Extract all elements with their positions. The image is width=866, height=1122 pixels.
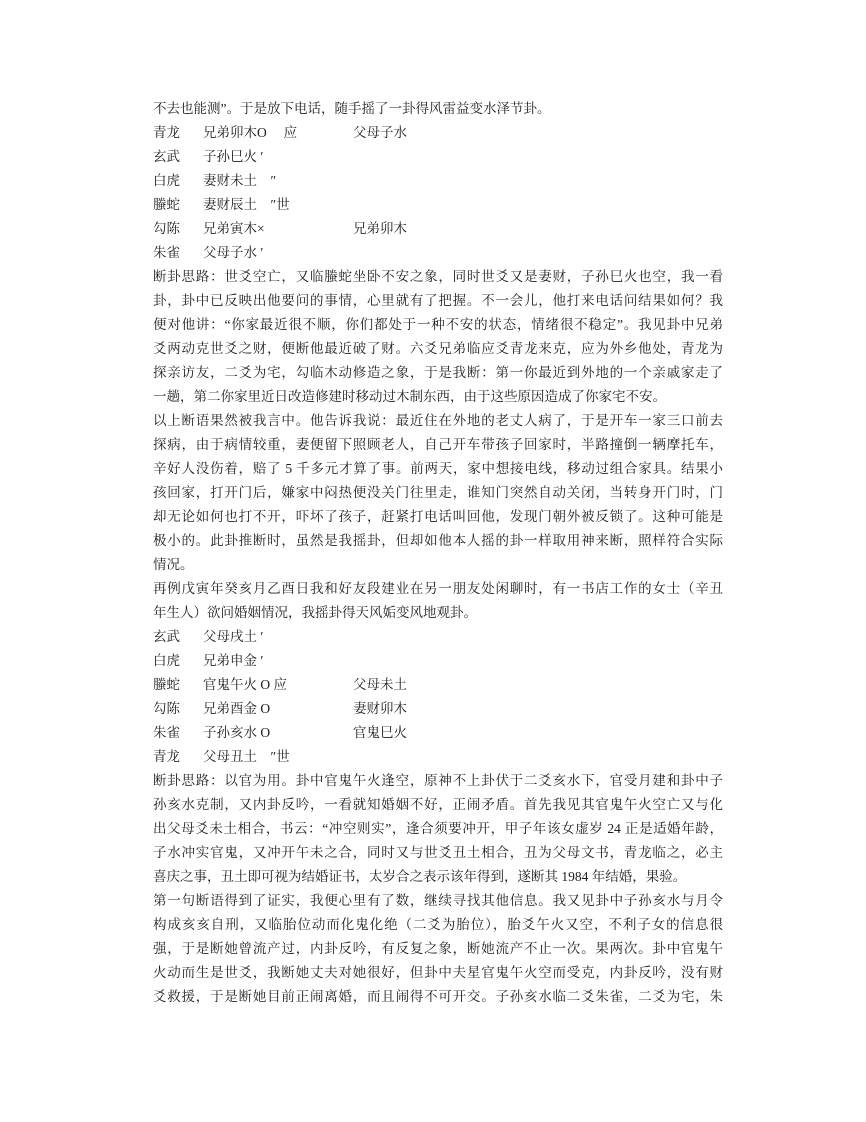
hexagram1-row-6 (153, 121, 723, 145)
paragraph4-line: 火动而生是世爻，我断她丈夫对她很好，但卦中夫星官鬼午火空而受克，内卦反吟，没有财 (153, 965, 723, 980)
hexagram-line-text: 官鬼午火 O 应 (203, 677, 287, 692)
hexagram-line-text: 子孙亥水 O (203, 725, 271, 740)
hexagram2-row-1 (153, 745, 723, 769)
six-god-label: 勾陈 (153, 221, 180, 236)
six-god-label: 勾陈 (153, 701, 180, 716)
hexagram-line-text: 兄弟申金 ′ (203, 653, 264, 668)
paragraph4-line: 爻救援，于是断她目前正闹离婚，而且闹得不可开交。子孙亥水临二爻朱雀，二爻为宅，朱 (153, 989, 723, 1004)
six-god-label: 青龙 (153, 749, 180, 764)
paragraph1-line: 一趟，第二你家里近日改造修建时移动过木制东西，由于这些原因造成了你家宅不安。 (153, 389, 666, 404)
paragraph1-line: 卦，卦中已反映出他要问的事情，心里就有了把握。不一会儿，他打来电话问结果如何？我 (153, 293, 723, 308)
hexagram-line-text: 父母戌土 ′ (203, 629, 264, 644)
six-god-label: 玄武 (153, 149, 180, 164)
hexagram1-row-3 (153, 193, 723, 217)
paragraph4-line: 强，于是断她曾流产过，内卦反吟，有反复之象，断她流产不止一次。果两次。卦中官鬼午 (153, 941, 723, 956)
hexagram-line-text: 父母丑土 ″世 (203, 749, 290, 764)
hexagram1-row-1 (153, 241, 723, 265)
hexagram-line-text: 父母子水 ′ (203, 245, 264, 260)
paragraph1-line: 便对他讲：“你家最近很不顺，你们都处于一种不安的状态，情绪很不稳定”。我见卦中兄弟 (153, 317, 723, 332)
transformed-line-text: 父母子水 (353, 125, 407, 140)
hexagram2-row-6 (153, 625, 723, 649)
paragraph4-line: 子水冲实官鬼，又冲开午未之合，同时又与世爻丑土相合，丑为父母文书，青龙临之，必主 (153, 845, 723, 860)
paragraph2-line: 情况。 (153, 557, 194, 572)
paragraph2-line: 辛好人没伤着，赔了 5 千多元才算了事。前两天，家中想接电线，移动过组合家具。结果小 (153, 461, 723, 476)
hexagram1-row-5 (153, 145, 723, 169)
paragraph4-line: 出父母爻未土相合，书云：“冲空则实”，逢合须要冲开，甲子年该女虚岁 24 正是适婚年龄， (153, 821, 723, 836)
six-god-label: 青龙 (153, 125, 180, 140)
paragraph3-line: 再例戊寅年癸亥月乙酉日我和好友段建业在另一朋友处闲聊时，有一书店工作的女士（辛丑 (153, 581, 723, 596)
transformed-line-text: 妻财卯木 (353, 701, 407, 716)
six-god-label: 螣蛇 (153, 677, 180, 692)
hexagram-line-text: 子孙巳火 ′ (203, 149, 264, 164)
paragraph2-line: 极小的。此卦推断时，虽然是我摇卦，但却如他本人摇的卦一样取用神来断，照样符合实际 (153, 533, 723, 548)
transformed-line-text: 官鬼巳火 (353, 725, 407, 740)
paragraph1-line: 探亲访友，二爻为宅，勾临木动修造之象，于是我断：第一你最近到外地的一个亲戚家走了 (153, 365, 723, 380)
six-god-label: 螣蛇 (153, 197, 180, 212)
transformed-line-text: 兄弟卯木 (353, 221, 407, 236)
paragraph4-line: 构成亥亥自刑，又临胎位动而化鬼化绝（二爻为胎位），胎爻午火又空，不利子女的信息很 (153, 917, 723, 932)
paragraph2-line: 却无论如何也打不开，吓坏了孩子，赶紧打电话叫回他，发现门朝外被反锁了。这种可能是 (153, 509, 723, 524)
hexagram1-row-4 (153, 169, 723, 193)
six-god-label: 白虎 (153, 653, 180, 668)
six-god-label: 朱雀 (153, 725, 180, 740)
hexagram2-row-4 (153, 673, 723, 697)
paragraph-tail-line: 不去也能测”。于是放下电话，随手摇了一卦得风雷益变水泽节卦。 (153, 101, 551, 116)
six-god-label: 白虎 (153, 173, 180, 188)
hexagram2-row-2 (153, 721, 723, 745)
six-god-label: 玄武 (153, 629, 180, 644)
paragraph4-line: 第一句断语得到了证实，我便心里有了数，继续寻找其他信息。我又见卦中子孙亥水与月令 (153, 893, 723, 908)
transformed-line-text: 父母未土 (353, 677, 407, 692)
paragraph3-line: 年生人）欲问婚姻情况，我摇卦得天风姤变风地观卦。 (153, 605, 477, 620)
hexagram1-row-2 (153, 217, 723, 241)
six-god-label: 朱雀 (153, 245, 180, 260)
paragraph1-line: 断卦思路：世爻空亡，又临螣蛇坐卧不安之象，同时世爻又是妻财，子孙巳火也空，我一看 (153, 269, 723, 284)
hexagram2-row-3 (153, 697, 723, 721)
hexagram-line-text: 兄弟寅木× (203, 221, 265, 236)
hexagram2-row-5 (153, 649, 723, 673)
hexagram-line-text: 妻财辰土 ″世 (203, 197, 290, 212)
paragraph2-line: 探病，由于病情较重，妻便留下照顾老人，自己开车带孩子回家时，半路撞倒一辆摩托车， (153, 437, 723, 452)
hexagram-line-text: 兄弟酉金 O (203, 701, 271, 716)
paragraph2-line: 孩回家，打开门后，嫌家中闷热便没关门往里走，谁知门突然自动关闭，当转身开门时，门 (153, 485, 723, 500)
paragraph4-line: 断卦思路：以官为用。卦中官鬼午火逢空，原神不上卦伏于二爻亥水下，官受月建和卦中子 (153, 773, 723, 788)
hexagram-line-text: 兄弟卯木O 应 (203, 125, 298, 140)
paragraph1-line: 爻两动克世爻之财，便断他最近破了财。六爻兄弟临应爻青龙来克，应为外乡他处，青龙为 (153, 341, 723, 356)
paragraph4-line: 孙亥水克制，又内卦反吟，一看就知婚姻不好，正闹矛盾。首先我见其官鬼午火空亡又与化 (153, 797, 723, 812)
paragraph4-line: 喜庆之事，丑土即可视为结婚证书，太岁合之表示该年得到，遂断其 1984 年结婚，果验。 (153, 869, 687, 884)
paragraph2-line: 以上断语果然被我言中。他告诉我说：最近住在外地的老丈人病了，于是开车一家三口前去 (153, 413, 723, 428)
hexagram-line-text: 妻财未土 ″ (203, 173, 277, 188)
